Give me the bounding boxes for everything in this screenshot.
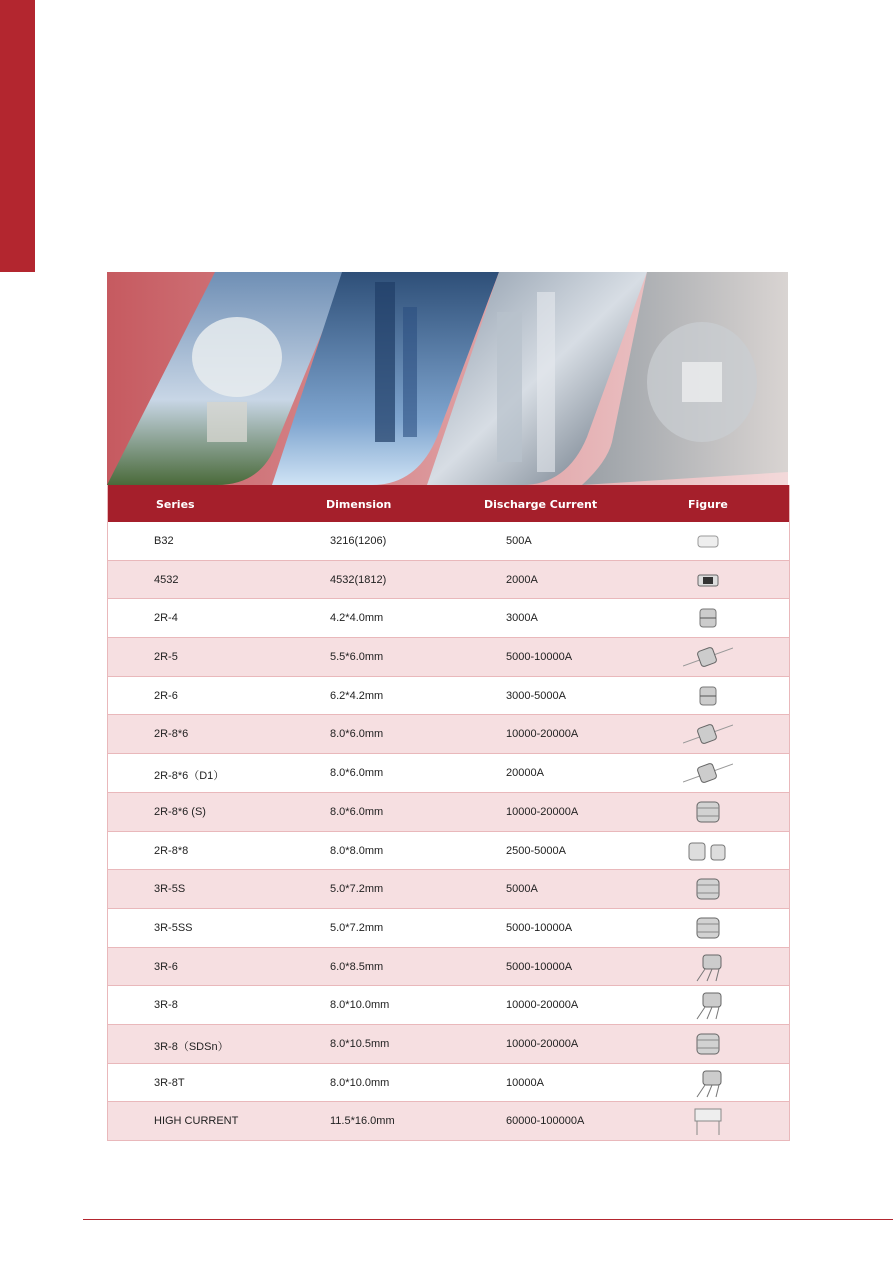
cell-dimension: 4532(1812)	[330, 573, 387, 586]
table-row	[108, 638, 789, 677]
cell-series: 2R-8*6（D1）	[154, 770, 225, 783]
application-banner	[107, 272, 788, 485]
table-row	[108, 599, 789, 638]
cell-current: 2500-5000A	[506, 844, 566, 857]
cell-series: HIGH CURRENT	[154, 1115, 239, 1128]
product-figure-icon	[683, 565, 733, 595]
cell-dimension: 11.5*16.0mm	[330, 1115, 395, 1128]
table-row	[108, 832, 789, 871]
product-figure-icon	[683, 642, 733, 672]
product-figure-icon	[683, 526, 733, 556]
cell-current: 20000A	[506, 767, 544, 780]
product-figure-icon	[683, 836, 733, 866]
cell-dimension: 5.0*7.2mm	[330, 883, 384, 896]
cell-dimension: 8.0*8.0mm	[330, 844, 384, 857]
cell-series: 2R-8*8	[154, 844, 189, 857]
cell-dimension: 6.2*4.2mm	[330, 689, 384, 702]
product-figure-icon	[683, 603, 733, 633]
cell-current: 5000-10000A	[506, 651, 573, 664]
table-row	[108, 870, 789, 909]
cell-series: 4532	[154, 573, 179, 586]
table-row	[108, 754, 789, 793]
cell-current: 5000-10000A	[506, 960, 573, 973]
table-row	[108, 986, 789, 1025]
table-row	[108, 1025, 789, 1064]
cell-current: 10000-20000A	[506, 999, 579, 1012]
product-figure-icon	[683, 681, 733, 711]
table-header	[108, 485, 789, 522]
product-figure-icon	[683, 797, 733, 827]
cell-series: 3R-8	[154, 999, 178, 1012]
cell-dimension: 5.0*7.2mm	[330, 921, 384, 934]
footer-rule	[83, 1219, 893, 1220]
product-figure-icon	[683, 1068, 733, 1098]
cell-current: 10000-20000A	[506, 728, 579, 741]
header-series: Series	[156, 498, 195, 511]
table-body	[108, 522, 789, 1141]
cell-current: 3000-5000A	[506, 689, 566, 702]
cell-current: 10000-20000A	[506, 805, 579, 818]
product-figure-icon	[683, 1029, 733, 1059]
cell-current: 5000A	[506, 883, 538, 896]
cell-dimension: 8.0*10.0mm	[330, 999, 390, 1012]
cell-dimension: 8.0*10.0mm	[330, 1076, 390, 1089]
table-row	[108, 561, 789, 600]
cell-current: 10000A	[506, 1076, 544, 1089]
product-figure-icon	[683, 719, 733, 749]
cell-series: 3R-5SS	[154, 921, 193, 934]
table-row	[108, 909, 789, 948]
product-figure-icon	[683, 952, 733, 982]
table-row	[108, 1102, 789, 1141]
product-figure-icon	[683, 913, 733, 943]
product-figure-icon	[683, 1106, 733, 1136]
cell-dimension: 8.0*6.0mm	[330, 767, 384, 780]
cell-dimension: 4.2*4.0mm	[330, 612, 384, 625]
cell-series: B32	[154, 535, 174, 547]
cell-current: 10000-20000A	[506, 1037, 579, 1050]
header-figure: Figure	[688, 498, 728, 511]
product-figure-icon	[683, 874, 733, 904]
cell-series: 2R-8*6 (S)	[154, 805, 206, 818]
cell-series: 2R-4	[154, 612, 178, 625]
cell-series: 3R-6	[154, 960, 178, 973]
cell-dimension: 3216(1206)	[330, 535, 387, 547]
table-row	[108, 948, 789, 987]
cell-dimension: 8.0*10.5mm	[330, 1037, 390, 1050]
cell-current: 5000-10000A	[506, 921, 573, 934]
cell-current: 500A	[506, 535, 532, 547]
product-figure-icon	[683, 990, 733, 1020]
product-figure-icon	[683, 758, 733, 788]
cell-series: 2R-8*6	[154, 728, 189, 741]
table-row	[108, 522, 789, 561]
table-row	[108, 1064, 789, 1103]
cell-series: 2R-6	[154, 689, 178, 702]
header-discharge-current: Discharge Current	[484, 498, 598, 511]
cell-series: 2R-5	[154, 651, 178, 664]
table-row	[108, 677, 789, 716]
cell-series: 3R-8T	[154, 1076, 185, 1089]
table-row	[108, 715, 789, 754]
side-accent-bar	[0, 0, 35, 272]
table-row	[108, 793, 789, 832]
cell-current: 2000A	[506, 573, 538, 586]
cell-series: 3R-8（SDSn）	[154, 1040, 229, 1053]
cell-dimension: 6.0*8.5mm	[330, 960, 384, 973]
header-dimension: Dimension	[326, 498, 392, 511]
cell-dimension: 8.0*6.0mm	[330, 728, 384, 741]
cell-series: 3R-5S	[154, 883, 186, 896]
cell-current: 3000A	[506, 612, 538, 625]
cell-dimension: 5.5*6.0mm	[330, 651, 384, 664]
cell-dimension: 8.0*6.0mm	[330, 805, 384, 818]
cell-current: 60000-100000A	[506, 1115, 585, 1128]
product-table	[107, 485, 790, 1141]
